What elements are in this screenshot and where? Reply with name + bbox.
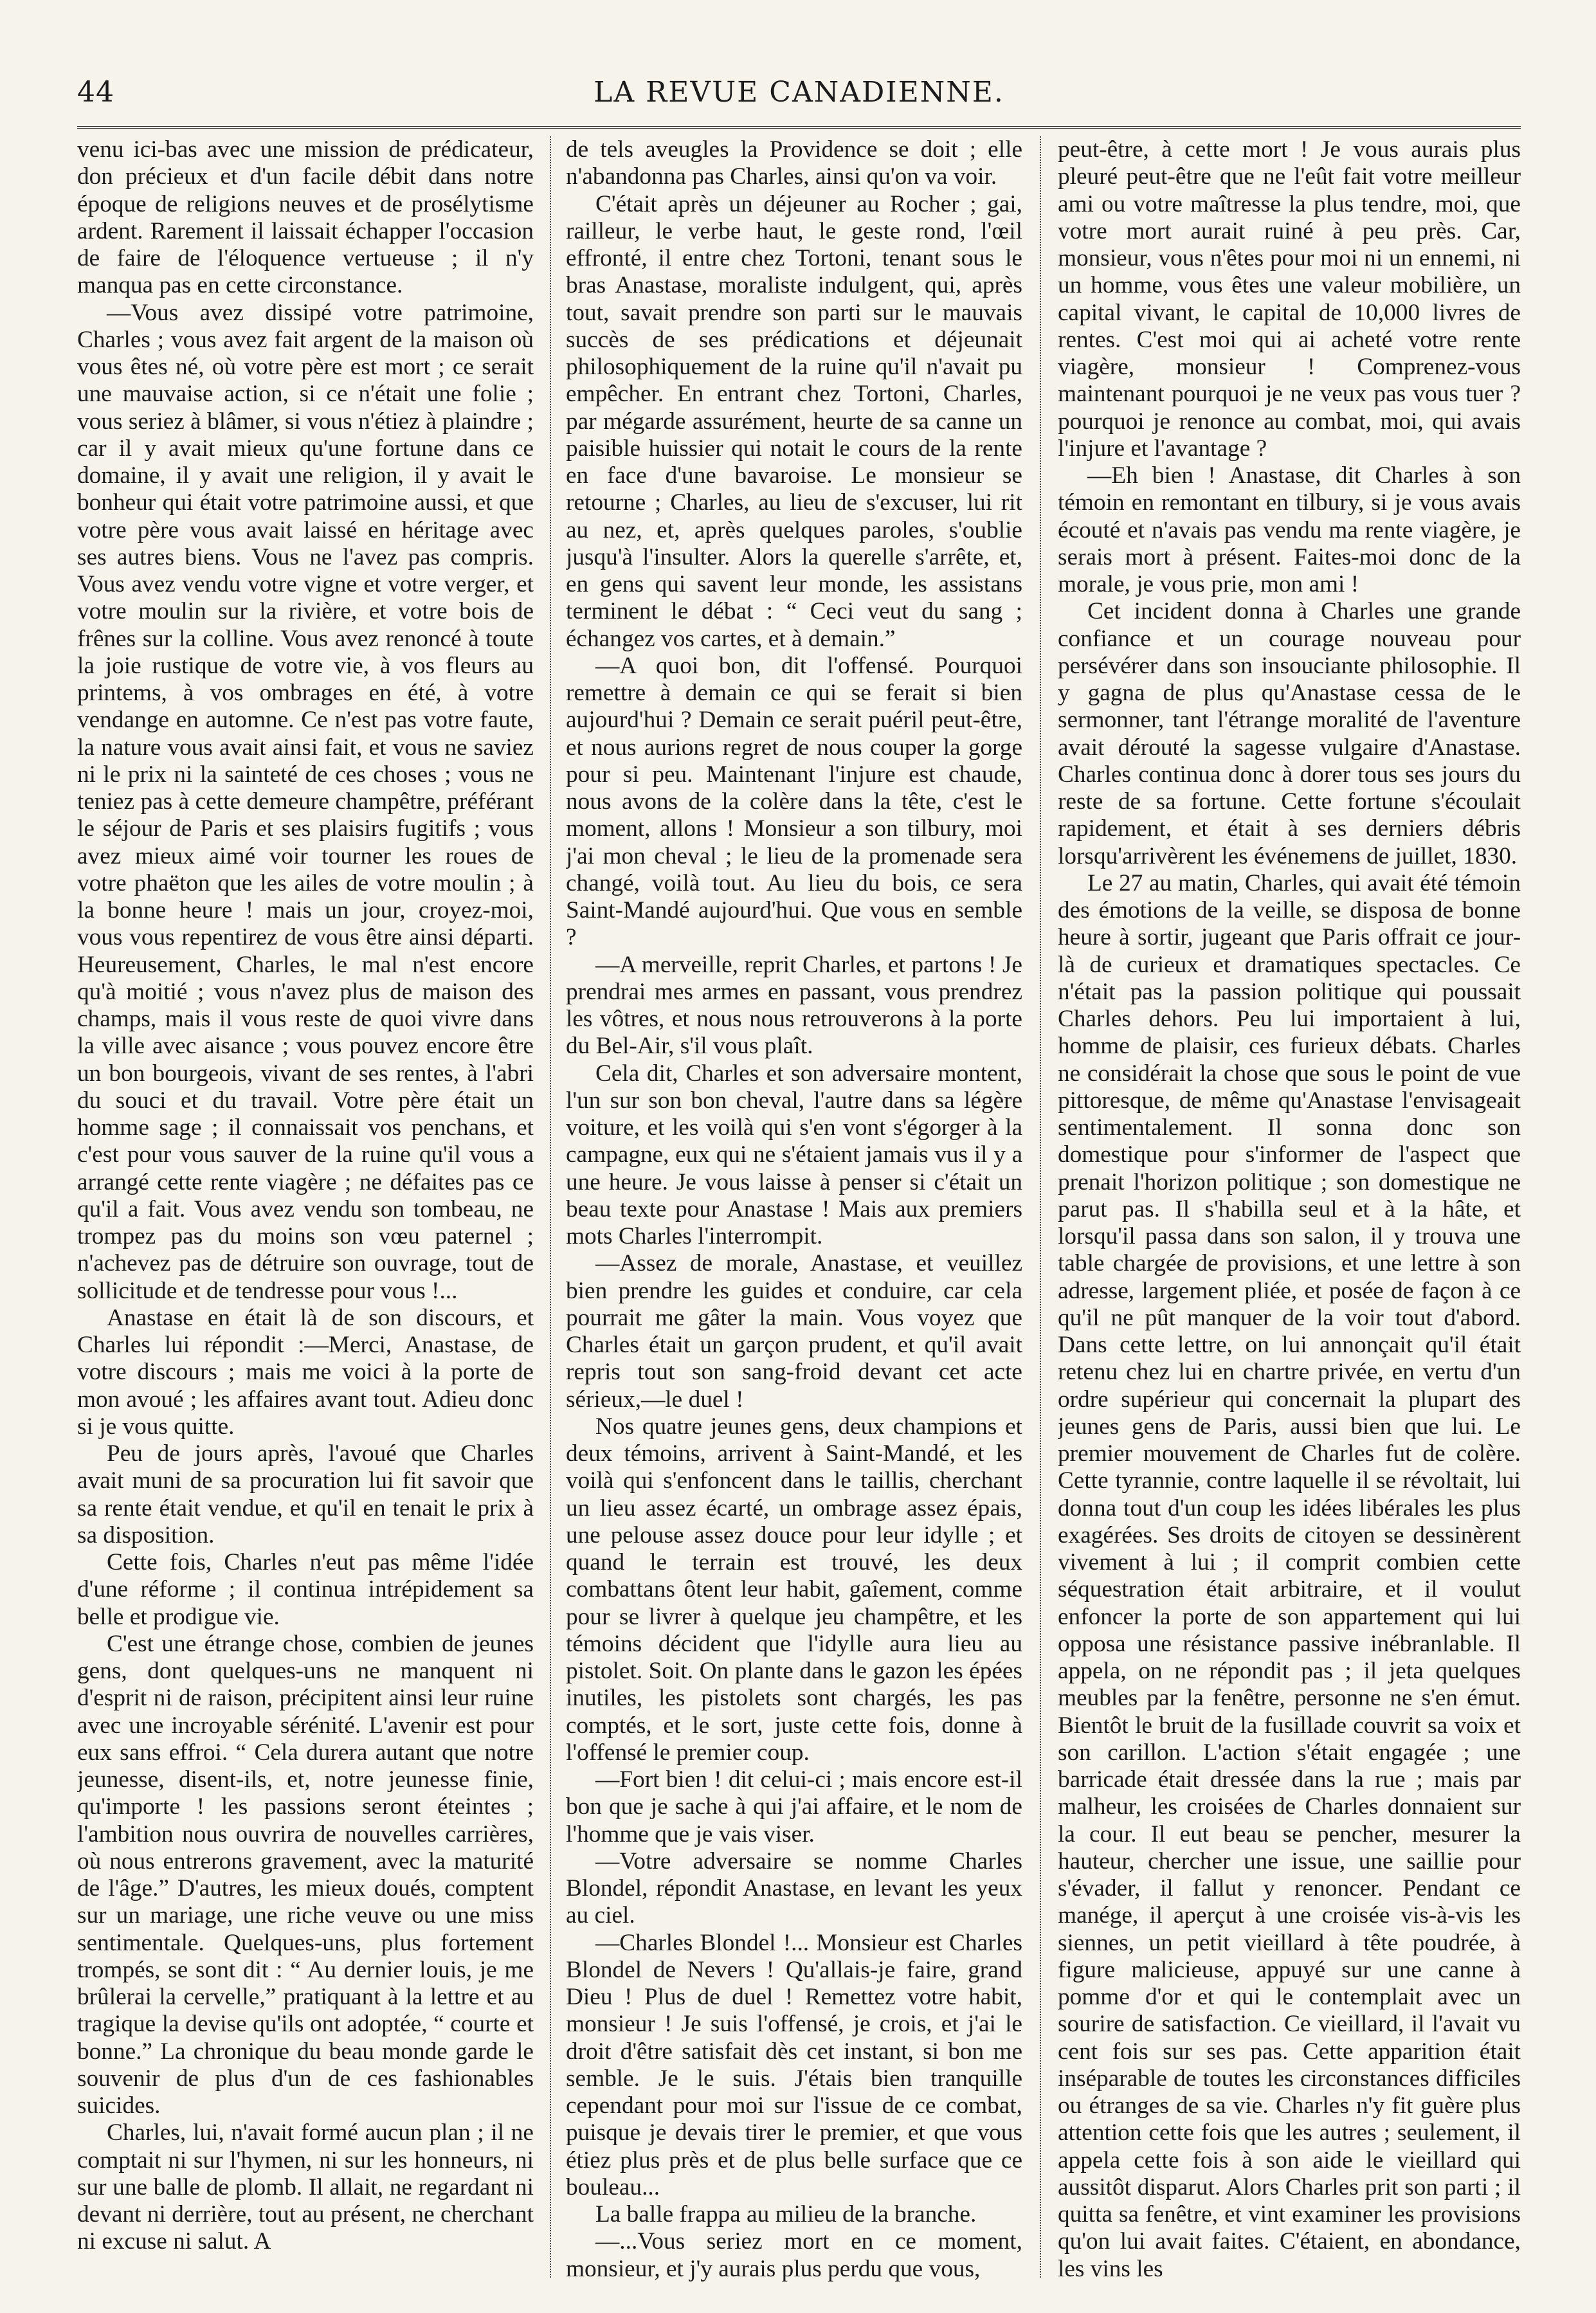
paragraph: Nos quatre jeunes gens, deux champions et deux témoins, arrivent à Saint-Mandé, et les voilà qui s'enfoncent dans le taillis, cherchant un lieu assez écarté, un ombrage assez épais, une pelouse assez douce pour leur idylle ; et quand le terrain est trouvé, les deux combattans ôtent leur habit, gaîement, comme pour se livrer à quelque jeu champêtre, et les témoins décident que l'idylle aura lieu au pistolet. Soit. On plante dans le gazon les épées inutiles, les pistolets sont chargés, les pas comptés, et le sort, juste cette fois, donne à l'offensé le premier coup. [566,1413,1022,1766]
paragraph: venu ici-bas avec une mission de prédicateur, don précieux et d'un facile débit dans notre époque de religions neuves et de prosélytisme ardent. Rarement il laissait échapper l'occasion de faire de l'éloquence vertueuse ; il n'y manqua pas en cette circonstance. [77,136,534,299]
page-number: 44 [77,76,114,109]
paragraph: de tels aveugles la Providence se doit ; elle n'abandonna pas Charles, ainsi qu'on va voir. [566,136,1022,190]
paragraph: —...Vous seriez mort en ce moment, monsieur, et j'y aurais plus perdu que vous, [566,2228,1022,2282]
paragraph: C'est une étrange chose, combien de jeunes gens, dont quelques-uns ne manquent ni d'esprit ni de raison, précipitent ainsi leur ruine avec une incroyable sérénité. L'avenir est pour eux sans effroi. “ Cela durera autant que notre jeunesse, disent-ils, et, notre jeunesse finie, qu'importe ! les passions seront éteintes ; l'ambition nous ouvrira de nouvelles carrières, où nous entrerons gravement, avec la maturité de l'âge.” D'autres, les mieux doués, comptent sur un mariage, une riche veuve ou une miss sentimentale. Quelques-uns, plus fortement trompés, se sont dit : “ Au dernier louis, je me brûlerai la cervelle,” pratiquant à la lettre et au tragique la devise qu'ils ont adoptée, “ courte et bonne.” La chronique du beau monde garde le souvenir de plus d'un de ces fashionables suicides. [77,1630,534,2119]
text-column-1 [77,136,534,2284]
paragraph: —Charles Blondel !... Monsieur est Charles Blondel de Nevers ! Qu'allais-je faire, grand Dieu ! Plus de duel ! Remettez votre habit, monsieur ! Je suis l'offensé, je crois, et j'ai le droit d'être satisfait dès cet instant, si bon me semble. Je le suis. J'étais bien tranquille cependant pour moi sur l'issue de ce combat, puisque je devais tirer le premier, et que vous étiez plus près et de plus belle surface que ce bouleau... [566,1929,1022,2200]
paragraph: C'était après un déjeuner au Rocher ; gai, railleur, le verbe haut, le geste rond, l'œil effronté, il entre chez Tortoni, tenant sous le bras Anastase, moraliste indulgent, qui, après tout, savait prendre son parti sur le mauvais succès de ses prédications et déjeunait philosophiquement de la ruine qu'il n'avait pu empêcher. En entrant chez Tortoni, Charles, par mégarde assurément, heurte de sa canne un paisible huissier qui notait le cours de la rente en face d'une bavaroise. Le monsieur se retourne ; Charles, au lieu de s'excuser, lui rit au nez, et, après quelques paroles, s'oublie jusqu'à l'insulter. Alors la querelle s'arrête, et, en gens qui savent leur monde, les assistans terminent le débat : “ Ceci veut du sang ; échangez vos cartes, et à demain.” [566,190,1022,652]
paragraph: Le 27 au matin, Charles, qui avait été témoin des émotions de la veille, se disposa de bonne heure à sortir, jugeant que Paris offrait ce jour-là de curieux et dramatiques spectacles. Ce n'était pas la passion politique qui poussait Charles dehors. Peu lui importaient à lui, homme de plaisir, ces furieux débats. Charles ne considérait la chose que sous le point de vue pittoresque, de même qu'Anastase l'envisageait sentimentalement. Il sonna donc son domestique pour s'informer de l'aspect que prenait l'horizon politique ; son domestique ne parut pas. Il s'habilla seul et à la hâte, et lorsqu'il passa dans son salon, il y trouva une table chargée de provisions, et une lettre à son adresse, largement pliée, et posée de façon à ce qu'il ne pût manquer de la voir tout d'abord. Dans cette lettre, on lui annonçait qu'il était retenu chez lui en chartre privée, en vertu d'un ordre supérieur qui concernait la plupart des jeunes gens de Paris, aussi bien que lui. Le premier mouvement de Charles fut de colère. Cette tyrannie, contre laquelle il se révoltait, lui donna tout d'un coup les idées libérales les plus exagérées. Ses droits de citoyen se dessinèrent vivement à lui ; il comprit combien cette séquestration était arbitraire, et il voulut enfoncer la porte de son appartement qui lui opposa une résistance passive inébranlable. Il appela, on ne répondit pas ; il jeta quelques meubles par la fenêtre, personne ne s'en émut. Bientôt le bruit de la fusillade couvrit sa voix et son carillon. L'action s'était engagée ; une barricade était dressée dans la rue ; mais par malheur, les croisées de Charles donnaient sur la cour. Il eut beau se pencher, mesurer la hauteur, chercher une issue, une saillie pour s'évader, il fallut y renoncer. Pendant ce manége, il aperçut à une croisée vis-à-vis les siennes, un petit vieillard à tête poudrée, à figure malicieuse, appuyé sur une canne à pomme d'or et qui le contemplait avec un sourire de satisfaction. Ce vieillard, il l'avait vu cent fois sur ses pas. Cette apparition était inséparable de toutes les circonstances difficiles ou étranges de sa vie. Charles n'y fit guère plus attention cette fois que les autres ; seulement, il appela cette fois à son aide le vieillard qui aussitôt disparut. Alors Charles prit son parti ; il quitta sa fenêtre, et vint examiner les provisions qu'on lui avait faites. C'étaient, en abondance, les vins les [1058,869,1521,2282]
text-column-2 [566,136,1022,2284]
column-divider [550,136,551,2278]
running-title: LA REVUE CANADIENNE. [594,76,1004,109]
paragraph: Cette fois, Charles n'eut pas même l'idée d'une réforme ; il continua intrépidement sa belle et prodigue vie. [77,1549,534,1630]
paragraph: peut-être, à cette mort ! Je vous aurais plus pleuré peut-être que ne l'eût fait votre meilleur ami ou votre maîtresse la plus tendre, moi, que votre mort aurait ruiné à peu près. Car, monsieur, vous n'êtes pour moi ni un ennemi, ni un homme, vous êtes une valeur mobilière, un capital vivant, le capital de 10,000 livres de rentes. C'est moi qui ai acheté votre rente viagère, monsieur ! Comprenez-vous maintenant pourquoi je ne veux pas vous tuer ? pourquoi je renonce au combat, moi, qui avais l'injure et l'avantage ? [1058,136,1521,462]
paragraph: Peu de jours après, l'avoué que Charles avait muni de sa procuration lui fit savoir que sa rente était vendue, et qu'il en tenait le prix à sa disposition. [77,1440,534,1548]
page-header [77,76,1521,127]
paragraph: —Votre adversaire se nomme Charles Blondel, répondit Anastase, en levant les yeux au ciel. [566,1847,1022,1929]
paragraph: Anastase en était là de son discours, et Charles lui répondit :—Merci, Anastase, de votre discours ; mais me voici à la porte de mon avoué ; les affaires avant tout. Adieu donc si je vous quitte. [77,1304,534,1440]
paragraph: —A quoi bon, dit l'offensé. Pourquoi remettre à demain ce qui se ferait si bien aujourd'hui ? Demain ce serait puéril peut-être, et nous aurions regret de nous couper la gorge pour si peu. Maintenant l'injure est chaude, nous avons de la colère dans la tête, c'est le moment, allons ! Monsieur a son tilbury, moi j'ai mon cheval ; le lieu de la promenade sera changé, voilà tout. Au lieu du bois, ce sera Saint-Mandé aujourd'hui. Que vous en semble ? [566,652,1022,951]
paragraph: Cela dit, Charles et son adversaire montent, l'un sur son bon cheval, l'autre dans sa légère voiture, et les voilà qui s'en vont s'égorger à la campagne, eux qui ne s'étaient jamais vus il y a une heure. Je vous laisse à penser si c'était un beau texte pour Anastase ! Mais aux premiers mots Charles l'interrompit. [566,1060,1022,1249]
paragraph: Cet incident donna à Charles une grande confiance et un courage nouveau pour persévérer dans son insouciante philosophie. Il y gagna de plus qu'Anastase cessa de le sermonner, tant l'étrange moralité de l'aventure avait dérouté la sagesse vulgaire d'Anastase. Charles continua donc à dorer tous ses jours du reste de sa fortune. Cette fortune s'écoulait rapidement, et était à ses derniers débris lorsqu'arrivèrent les événemens de juillet, 1830. [1058,598,1521,869]
paragraph: —Fort bien ! dit celui-ci ; mais encore est-il bon que je sache à qui j'ai affaire, et le nom de l'homme que je vais viser. [566,1766,1022,1847]
header-rule [77,126,1521,129]
paragraph: —Vous avez dissipé votre patrimoine, Charles ; vous avez fait argent de la maison où vous êtes né, où votre père est mort ; ce serait une mauvaise action, si ce n'était une folie ; vous seriez à blâmer, si vous n'étiez à plaindre ; car il y avait mieux qu'une fortune dans ce domaine, il y avait une religion, il y avait le bonheur qui était votre patrimoine aussi, et que votre père vous avait laissé en héritage avec ses autres biens. Vous ne l'avez pas compris. Vous avez vendu votre vigne et votre verger, et votre moulin sur la rivière, et votre bois de frênes sur la colline. Vous avez renoncé à toute la joie rustique de votre vie, à vos fleurs au printems, à vos ombrages en été, à votre vendange en automne. Ce n'est pas votre faute, la nature vous avait ainsi fait, et vous ne saviez ni le prix ni la sainteté de ces choses ; vous ne teniez pas à cette demeure champêtre, préférant le séjour de Paris et ses plaisirs fugitifs ; vous avez mieux aimé voir tourner les roues de votre phaëton que les ailes de votre moulin ; à la bonne heure ! mais un jour, croyez-moi, vous vous repentirez de vous être ainsi départi. Heureusement, Charles, le mal n'est encore qu'à moitié ; vous n'avez plus de maison des champs, mais il vous reste de quoi vivre dans la ville avec aisance ; vous pouvez encore être un bon bourgeois, vivant de ses rentes, à l'abri du souci et du travail. Votre père était un homme sage ; il connaissait vos penchans, et c'est pour vous sauver de la ruine qu'il vous a arrangé cette rente viagère ; ne défaites pas ce qu'il a fait. Vous avez vendu son tombeau, ne trompez pas du moins son vœu paternel ; n'achevez pas de détruire son ouvrage, tout de sollicitude et de tendresse pour vous !... [77,299,534,1304]
paragraph: La balle frappa au milieu de la branche. [595,2201,977,2227]
paragraph: —Assez de morale, Anastase, et veuillez bien prendre les guides et conduire, car cela pourrait me gâter la main. Vous voyez que Charles était un garçon prudent, et qu'il avait repris tout son sang-froid devant cet acte sérieux,—le duel ! [566,1250,1022,1413]
column-divider [1040,136,1041,2278]
paragraph: —Eh bien ! Anastase, dit Charles à son témoin en remontant en tilbury, si je vous avais écouté et n'avais pas vendu ma rente viagère, je serais mort à présent. Faites-moi donc de la morale, je vous prie, mon ami ! [1058,462,1521,597]
paragraph: Charles, lui, n'avait formé aucun plan ; il ne comptait ni sur l'hymen, ni sur les honneurs, ni sur une balle de plomb. Il allait, ne regardant ni devant ni derrière, tout au présent, ne cherchant ni excuse ni salut. A [77,2119,534,2255]
paragraph: —A merveille, reprit Charles, et partons ! Je prendrai mes armes en passant, vous prendrez les vôtres, et nous nous retrouverons à la porte du Bel-Air, s'il vous plaît. [566,951,1022,1060]
text-column-3 [1058,136,1521,2284]
